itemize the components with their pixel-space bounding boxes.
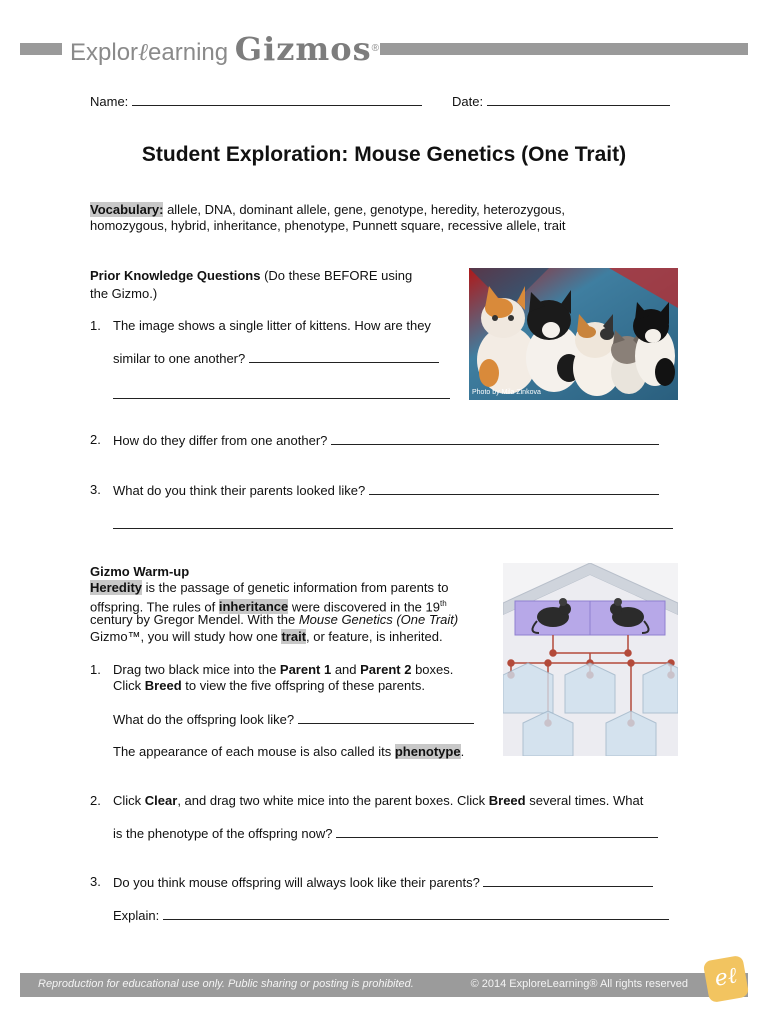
prior-q1-answer[interactable]: similar to one another? [113, 350, 439, 367]
warmup-q1-phenotype-line: The appearance of each mouse is also called its phenotype. [113, 744, 465, 759]
warmup-paragraph-line-1: Heredity is the passage of genetic information from parents to [90, 580, 449, 595]
vocabulary-label: Vocabulary: [90, 202, 164, 217]
explorelearning-logo-icon: eℓ [703, 955, 750, 1003]
photo-credit: Photo by Mila Zinkova [472, 389, 541, 396]
prior-q3-answer[interactable]: What do you think their parents looked like? [113, 482, 659, 499]
warmup-q1-number: 1. [90, 662, 101, 677]
warmup-q3-explain[interactable]: Explain: [113, 907, 669, 924]
prior-knowledge-note: the Gizmo.) [90, 286, 158, 301]
vocabulary: Vocabulary: allele, DNA, dominant allele, gene, genotype, heredity, heterozygous, [90, 202, 566, 217]
prior-q3-answer-line[interactable] [113, 528, 673, 529]
kittens-photo [469, 268, 678, 400]
warmup-q3-answer[interactable]: Do you think mouse offspring will always look like their parents? [113, 874, 653, 891]
footer-bar [20, 973, 748, 997]
warmup-q2-number: 2. [90, 793, 101, 808]
vocabulary-line-2: homozygous, hybrid, inheritance, phenotype, Punnett square, recessive allele, trait [90, 218, 566, 233]
footer-disclaimer: Reproduction for educational use only. Public sharing or posting is prohibited. [38, 978, 414, 990]
prior-q2-answer[interactable]: How do they differ from one another? [113, 432, 659, 449]
warmup-q2-answer[interactable]: is the phenotype of the offspring now? [113, 825, 658, 842]
date-field[interactable]: Date: [452, 93, 670, 110]
prior-q1-text: The image shows a single litter of kittens. How are they [113, 318, 431, 333]
brand-logo: Explorℓearning Gizmos® [70, 30, 380, 68]
warmup-paragraph-line-2: offspring. The rules of inheritance were discovered in the 19th [90, 599, 447, 615]
prior-q1-number: 1. [90, 318, 101, 333]
warmup-q3-number: 3. [90, 874, 101, 889]
name-field[interactable]: Name: [90, 93, 422, 110]
prior-q1-answer-line[interactable] [113, 398, 450, 399]
warmup-q1-answer[interactable]: What do the offspring look like? [113, 711, 474, 728]
header-bar-left [20, 43, 62, 55]
prior-q3-number: 3. [90, 482, 101, 497]
warmup-q1-line-2: Click Breed to view the five offspring of these parents. [113, 678, 425, 693]
prior-q2-number: 2. [90, 432, 101, 447]
warmup-q1-line-1: Drag two black mice into the Parent 1 and Parent 2 boxes. [113, 662, 454, 677]
prior-knowledge-heading: Prior Knowledge Questions (Do these BEFORE using [90, 268, 413, 283]
warmup-paragraph-line-3: century by Gregor Mendel. With the Mouse Genetics (One Trait) [90, 612, 459, 627]
warmup-paragraph-line-4: Gizmo™, you will study how one trait, or feature, is inherited. [90, 629, 443, 644]
footer-copyright: © 2014 ExploreLearning® All rights reserved [470, 978, 688, 990]
gizmo-breeding-illustration [503, 563, 678, 756]
header-bar-right [380, 43, 748, 55]
page-title: Student Exploration: Mouse Genetics (One Trait) [141, 143, 627, 166]
warmup-q2-line-1: Click Clear, and drag two white mice into the parent boxes. Click Breed several times. What [113, 793, 644, 808]
warmup-heading: Gizmo Warm-up [90, 564, 190, 579]
